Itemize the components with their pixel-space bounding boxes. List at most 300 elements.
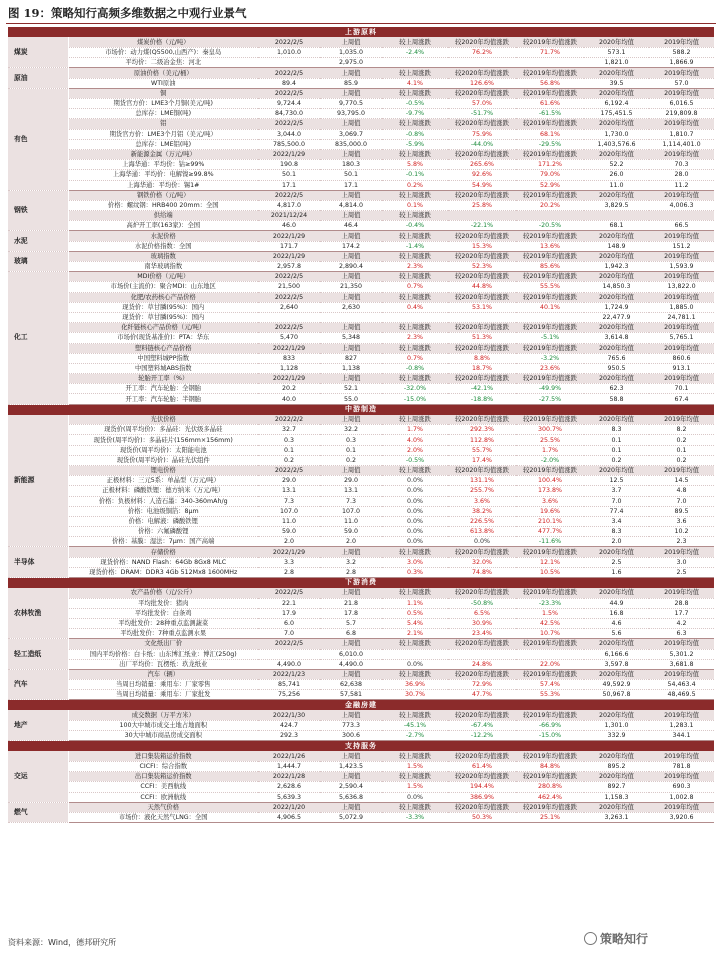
indicator-name: 新能源金属（万元/吨） xyxy=(68,149,258,159)
table-cell: 较2020年均值涨跌 xyxy=(448,149,516,159)
table-cell xyxy=(382,649,448,659)
table-cell: 2,630 xyxy=(320,302,382,312)
table-cell: 2.0 xyxy=(320,537,382,547)
indicator-name: 进口集装箱运价指数 xyxy=(68,751,258,761)
table-cell: 0.2 xyxy=(649,455,714,465)
table-cell: -49.9% xyxy=(516,384,584,394)
table-cell: 53.1% xyxy=(448,302,516,312)
table-cell: 2019年均值 xyxy=(649,751,714,761)
table-cell: 2022/1/20 xyxy=(258,802,320,812)
table-cell: 7.3 xyxy=(320,496,382,506)
indicator-name: 化纤链核心产品价格（元/吨） xyxy=(68,323,258,333)
table-cell: 较上周涨跌 xyxy=(382,190,448,200)
indicator-name: 价格：六氟磷酸锂 xyxy=(68,527,258,537)
indicator-name: 市场价：液化天然气LNG：全国 xyxy=(68,812,258,822)
table-cell: 较上周涨跌 xyxy=(382,415,448,425)
table-cell: 3,681.8 xyxy=(649,659,714,669)
table-cell: 67.4 xyxy=(649,394,714,404)
table-cell: 0.4% xyxy=(382,302,448,312)
table-cell: 较2019年均值涨跌 xyxy=(516,751,584,761)
table-cell: 2019年均值 xyxy=(649,772,714,782)
table-cell: 2022/2/5 xyxy=(258,37,320,47)
table-cell: 2020年均值 xyxy=(584,374,649,384)
table-cell: 较2020年均值涨跌 xyxy=(448,802,516,812)
table-cell: 2019年均值 xyxy=(649,251,714,261)
indicator-name: 出口集装箱运价指数 xyxy=(68,772,258,782)
table-row xyxy=(8,312,714,322)
table-cell: 上周值 xyxy=(320,669,382,679)
table-cell: 49,592.9 xyxy=(584,680,649,690)
table-cell: 6,166.6 xyxy=(584,649,649,659)
table-cell: 2.3% xyxy=(382,333,448,343)
table-cell: 2.3% xyxy=(382,262,448,272)
indicator-name: 原油价格（美元/桶） xyxy=(68,68,258,78)
indicator-name: 玻璃指数 xyxy=(68,251,258,261)
indicator-name: CCFI：欧洲航线 xyxy=(68,792,258,802)
table-cell: 2020年均值 xyxy=(584,251,649,261)
indicator-name: 现货价(周平均价)：太阳能电池 xyxy=(68,445,258,455)
table-row xyxy=(8,557,714,567)
table-row xyxy=(8,221,714,231)
table-cell: 较2020年均值涨跌 xyxy=(448,465,516,475)
table-cell: 较上周涨跌 xyxy=(382,88,448,98)
table-cell: 55.7% xyxy=(448,445,516,455)
table-cell: 2.0 xyxy=(258,537,320,547)
indicator-name: 开工率：汽车轮胎：半钢胎 xyxy=(68,394,258,404)
indicator-name: 水泥价格 xyxy=(68,231,258,241)
table-cell: 1,821.0 xyxy=(584,58,649,68)
table-cell: -67.4% xyxy=(448,721,516,731)
table-cell: -5.9% xyxy=(382,139,448,149)
table-cell: 76.2% xyxy=(448,48,516,58)
sub-header-row xyxy=(8,343,714,353)
indicator-name: 期货官方价：LME3个月铜(美元/吨) xyxy=(68,99,258,109)
section-header xyxy=(8,700,714,710)
table-cell: 2019年均值 xyxy=(649,190,714,200)
table-cell: 2019年均值 xyxy=(649,639,714,649)
table-cell: 50,967.8 xyxy=(584,690,649,700)
table-cell xyxy=(516,211,584,221)
indicator-name: 价格：负极材料：人造石墨：340-360mAh/g xyxy=(68,496,258,506)
table-cell: 75,256 xyxy=(258,690,320,700)
indicator-name: 天然气价格 xyxy=(68,802,258,812)
table-cell: 较2020年均值涨跌 xyxy=(448,669,516,679)
industry-table-wrapper xyxy=(8,27,714,823)
table-cell: 219,809.8 xyxy=(649,109,714,119)
table-cell: 107.0 xyxy=(258,506,320,516)
table-cell: 332.9 xyxy=(584,731,649,741)
table-cell: 2020年均值 xyxy=(584,588,649,598)
table-cell: 较上周涨跌 xyxy=(382,751,448,761)
industry-table-body xyxy=(8,27,714,823)
table-cell xyxy=(258,58,320,68)
table-cell: 2020年均值 xyxy=(584,231,649,241)
table-cell: 上周值 xyxy=(320,374,382,384)
table-cell: 20.2% xyxy=(516,200,584,210)
table-cell: 较2019年均值涨跌 xyxy=(516,190,584,200)
table-cell: 3.0% xyxy=(382,557,448,567)
table-cell: 1.5% xyxy=(382,762,448,772)
indicator-name: 煤炭价格（元/吨） xyxy=(68,37,258,47)
table-cell: 50.1 xyxy=(320,170,382,180)
table-cell: 424.7 xyxy=(258,721,320,731)
table-cell: 2.0% xyxy=(382,445,448,455)
table-cell: 827 xyxy=(320,353,382,363)
table-cell: 较上周涨跌 xyxy=(382,772,448,782)
table-cell: 3.4 xyxy=(584,516,649,526)
table-cell: 较2019年均值涨跌 xyxy=(516,272,584,282)
table-cell: 85.6% xyxy=(516,262,584,272)
table-cell: 171.7 xyxy=(258,241,320,251)
table-cell: 1,158.3 xyxy=(584,792,649,802)
indicator-name: 光伏价格 xyxy=(68,415,258,425)
table-cell: 0.7% xyxy=(382,353,448,363)
table-cell: 19.6% xyxy=(516,506,584,516)
table-cell: 3,044.0 xyxy=(258,129,320,139)
indicator-name: 平均价：二级冶金焦：河北 xyxy=(68,58,258,68)
table-cell: 68.1 xyxy=(584,221,649,231)
table-cell: 180.3 xyxy=(320,160,382,170)
section-title: 金融房建 xyxy=(8,700,714,710)
table-cell: 较上周涨跌 xyxy=(382,251,448,261)
table-cell: 2021/12/24 xyxy=(258,211,320,221)
indicator-name: 价格：基膜：湿法：7μm：国产高端 xyxy=(68,537,258,547)
table-cell xyxy=(448,58,516,68)
table-cell: 2,590.4 xyxy=(320,782,382,792)
table-row xyxy=(8,445,714,455)
table-cell: 4,490.0 xyxy=(320,659,382,669)
table-cell: 72.9% xyxy=(448,680,516,690)
indicator-name: 高炉开工率(163家)：全国 xyxy=(68,221,258,231)
table-cell: 2022/2/5 xyxy=(258,190,320,200)
indicator-name: 锂电价格 xyxy=(68,465,258,475)
table-cell: 2020年均值 xyxy=(584,37,649,47)
table-cell: 0.3% xyxy=(382,567,448,577)
table-row xyxy=(8,363,714,373)
table-cell: 2.1% xyxy=(382,629,448,639)
table-cell: 14,850.3 xyxy=(584,282,649,292)
table-cell: 7.0 xyxy=(584,496,649,506)
industry-group-label: 原油 xyxy=(8,68,68,88)
table-cell: 18.7% xyxy=(448,363,516,373)
table-cell: 2020年均值 xyxy=(584,272,649,282)
table-cell: 47.7% xyxy=(448,690,516,700)
indicator-name: 塑料链核心产品价格 xyxy=(68,343,258,353)
table-cell: 1,730.0 xyxy=(584,129,649,139)
table-cell: 5,639.3 xyxy=(258,792,320,802)
table-row xyxy=(8,496,714,506)
table-cell: -5.1% xyxy=(516,333,584,343)
table-cell: 2.0 xyxy=(584,537,649,547)
table-cell: 较2019年均值涨跌 xyxy=(516,465,584,475)
table-cell: -20.5% xyxy=(516,221,584,231)
table-cell: 2022/2/5 xyxy=(258,292,320,302)
table-cell: 892.7 xyxy=(584,782,649,792)
table-row xyxy=(8,659,714,669)
indicator-name: 价格：电池级铜箔：8μm xyxy=(68,506,258,516)
table-cell: 3,920.6 xyxy=(649,812,714,822)
indicator-name: CICFI：综合指数 xyxy=(68,762,258,772)
table-cell: 2022/2/5 xyxy=(258,639,320,649)
table-cell: 2019年均值 xyxy=(649,802,714,812)
table-cell: 8.3 xyxy=(584,425,649,435)
table-cell: 8.8% xyxy=(448,353,516,363)
table-cell: 3,069.7 xyxy=(320,129,382,139)
table-cell: 2,957.8 xyxy=(258,262,320,272)
table-row xyxy=(8,792,714,802)
table-cell: 较2020年均值涨跌 xyxy=(448,272,516,282)
indicator-name: 100大中城市成交土地占地面积 xyxy=(68,721,258,731)
sub-header-row xyxy=(8,751,714,761)
table-cell: 2022/2/5 xyxy=(258,119,320,129)
table-cell: 1,138 xyxy=(320,363,382,373)
table-cell: 较2019年均值涨跌 xyxy=(516,231,584,241)
table-cell: 613.8% xyxy=(448,527,516,537)
table-cell: 上周值 xyxy=(320,323,382,333)
table-cell: 上周值 xyxy=(320,639,382,649)
table-cell: 0.0% xyxy=(382,516,448,526)
table-cell: 0.0% xyxy=(448,537,516,547)
table-cell: 255.7% xyxy=(448,486,516,496)
table-cell: 292.3% xyxy=(448,425,516,435)
table-cell: -15.0% xyxy=(382,394,448,404)
table-cell: 30.9% xyxy=(448,618,516,628)
table-cell: 1,885.0 xyxy=(649,302,714,312)
table-cell: 50.3% xyxy=(448,812,516,822)
sub-header-row xyxy=(8,231,714,241)
table-cell: 1.7% xyxy=(516,445,584,455)
section-header xyxy=(8,578,714,588)
indicator-name: 上海华通：平均价：钴≥99% xyxy=(68,160,258,170)
sub-header-row xyxy=(8,190,714,200)
table-row xyxy=(8,78,714,88)
table-cell: 84,730.0 xyxy=(258,109,320,119)
table-cell: 13.1 xyxy=(258,486,320,496)
table-cell: 0.0% xyxy=(382,506,448,516)
table-cell: 2019年均值 xyxy=(649,343,714,353)
table-cell: 1.6 xyxy=(584,567,649,577)
table-cell: -0.5% xyxy=(382,455,448,465)
table-cell: 2020年均值 xyxy=(584,343,649,353)
table-cell: 6.0 xyxy=(258,618,320,628)
table-cell: 较上周涨跌 xyxy=(382,588,448,598)
table-cell: 0.0% xyxy=(382,537,448,547)
table-cell: 较上周涨跌 xyxy=(382,37,448,47)
table-cell: 61.6% xyxy=(516,99,584,109)
industry-group-label: 半导体 xyxy=(8,547,68,578)
table-cell: 2022/2/5 xyxy=(258,323,320,333)
table-cell: 较2019年均值涨跌 xyxy=(516,374,584,384)
table-cell: 107.0 xyxy=(320,506,382,516)
table-cell: 上周值 xyxy=(320,37,382,47)
table-cell: 38.2% xyxy=(448,506,516,516)
table-cell: 950.5 xyxy=(584,363,649,373)
table-cell: 28.8 xyxy=(649,598,714,608)
table-cell: 61.4% xyxy=(448,762,516,772)
table-cell: 2022/1/29 xyxy=(258,231,320,241)
indicator-name: 现货价：草甘膦(95%)：国内 xyxy=(68,302,258,312)
table-cell: 3.6 xyxy=(649,516,714,526)
table-row xyxy=(8,129,714,139)
table-cell: 较上周涨跌 xyxy=(382,119,448,129)
table-cell: 25.5% xyxy=(516,435,584,445)
table-cell: 1,114,401.0 xyxy=(649,139,714,149)
table-cell: 较2020年均值涨跌 xyxy=(448,68,516,78)
sub-header-row xyxy=(8,37,714,47)
table-cell: 较2019年均值涨跌 xyxy=(516,37,584,47)
table-cell: 2022/1/29 xyxy=(258,343,320,353)
table-cell: 226.5% xyxy=(448,516,516,526)
table-cell: 0.1 xyxy=(320,445,382,455)
table-cell: 171.2% xyxy=(516,160,584,170)
table-cell xyxy=(448,312,516,322)
table-row xyxy=(8,690,714,700)
table-cell: 2020年均值 xyxy=(584,415,649,425)
table-cell: -2.4% xyxy=(382,48,448,58)
indicator-name: 平均批发价：28种重点监测蔬菜 xyxy=(68,618,258,628)
table-cell: 690.3 xyxy=(649,782,714,792)
table-cell: 17.1 xyxy=(320,180,382,190)
industry-group-label: 轻工造纸 xyxy=(8,639,68,670)
table-cell: 较上周涨跌 xyxy=(382,211,448,221)
table-cell: 2019年均值 xyxy=(649,149,714,159)
table-cell: 较上周涨跌 xyxy=(382,68,448,78)
table-cell: 39.5 xyxy=(584,78,649,88)
table-cell: 6,192.4 xyxy=(584,99,649,109)
table-cell: 6,010.0 xyxy=(320,649,382,659)
table-row xyxy=(8,680,714,690)
table-cell: 0.0% xyxy=(382,527,448,537)
table-cell: -3.2% xyxy=(516,353,584,363)
table-cell: 上周值 xyxy=(320,88,382,98)
table-cell: 6.8 xyxy=(320,629,382,639)
table-cell: 55.5% xyxy=(516,282,584,292)
table-cell: 9,770.5 xyxy=(320,99,382,109)
table-cell: 22.1 xyxy=(258,598,320,608)
section-title: 支持服务 xyxy=(8,741,714,751)
table-cell: 785,500.0 xyxy=(258,139,320,149)
wechat-icon xyxy=(584,932,597,945)
table-cell: 7.0 xyxy=(649,496,714,506)
table-cell xyxy=(584,211,649,221)
figure-title-bar xyxy=(6,4,716,24)
table-cell: -11.6% xyxy=(516,537,584,547)
wechat-watermark xyxy=(584,930,648,947)
table-cell: 77.4 xyxy=(584,506,649,516)
table-cell: 4,817.0 xyxy=(258,200,320,210)
indicator-name: 平均批发价：猪肉 xyxy=(68,598,258,608)
table-cell: 较2020年均值涨跌 xyxy=(448,374,516,384)
sub-header-row xyxy=(8,415,714,425)
table-cell: 上周值 xyxy=(320,231,382,241)
table-cell: 2,975.0 xyxy=(320,58,382,68)
table-cell: -42.1% xyxy=(448,384,516,394)
indicator-name: 汽车（辆） xyxy=(68,669,258,679)
table-cell: -2.0% xyxy=(516,455,584,465)
table-cell: 较2020年均值涨跌 xyxy=(448,639,516,649)
table-cell: 300.7% xyxy=(516,425,584,435)
table-cell: 8.3 xyxy=(584,527,649,537)
indicator-name: 上海华通：平均价：电解镍≥99.8% xyxy=(68,170,258,180)
sub-header-row xyxy=(8,68,714,78)
table-cell: 477.7% xyxy=(516,527,584,537)
figure-title: 图 19：策略知行高频多维数据之中观行业景气 xyxy=(8,6,247,20)
indicator-name: 市场价(主流价)：聚合MDI：山东地区 xyxy=(68,282,258,292)
table-cell: 16.8 xyxy=(584,608,649,618)
indicator-name: 当周日均销量：乘用车：厂家零售 xyxy=(68,680,258,690)
table-cell: 151.2 xyxy=(649,241,714,251)
table-cell: 23.6% xyxy=(516,363,584,373)
indicator-name: 正极材料：磷酸铁锂：德方纳米（万元/吨） xyxy=(68,486,258,496)
table-cell: 5.6 xyxy=(584,629,649,639)
table-cell: -45.1% xyxy=(382,721,448,731)
sub-header-row xyxy=(8,292,714,302)
table-cell: 1,866.9 xyxy=(649,58,714,68)
table-cell: 48,469.5 xyxy=(649,690,714,700)
table-cell: 上周值 xyxy=(320,802,382,812)
table-cell: 1,403,576.6 xyxy=(584,139,649,149)
table-cell: 0.2 xyxy=(584,455,649,465)
industry-group-label: 钢铁 xyxy=(8,190,68,231)
table-cell: 56.8% xyxy=(516,78,584,88)
table-cell: 11.0 xyxy=(584,180,649,190)
table-cell: 较2020年均值涨跌 xyxy=(448,37,516,47)
table-cell: 11.0 xyxy=(258,516,320,526)
table-cell: 较2020年均值涨跌 xyxy=(448,88,516,98)
table-cell: 2022/1/23 xyxy=(258,669,320,679)
table-cell: 62.3 xyxy=(584,384,649,394)
table-cell: 较上周涨跌 xyxy=(382,710,448,720)
indicator-name: 文化纸出厂价 xyxy=(68,639,258,649)
table-cell: 0.2% xyxy=(382,180,448,190)
table-cell: 2020年均值 xyxy=(584,465,649,475)
indicator-name: 现货价(周平均价)：多晶硅：光伏级多晶硅 xyxy=(68,425,258,435)
table-cell: 92.6% xyxy=(448,170,516,180)
table-cell: 4.0% xyxy=(382,435,448,445)
table-cell: 4,490.0 xyxy=(258,659,320,669)
table-cell: 2020年均值 xyxy=(584,547,649,557)
table-cell: 2020年均值 xyxy=(584,802,649,812)
table-cell: 2022/2/5 xyxy=(258,272,320,282)
table-cell: 21.8 xyxy=(320,598,382,608)
table-cell: -3.3% xyxy=(382,812,448,822)
table-cell xyxy=(516,312,584,322)
industry-group-label: 玻璃 xyxy=(8,251,68,271)
table-cell: 25.8% xyxy=(448,200,516,210)
table-cell: 10.7% xyxy=(516,629,584,639)
table-cell: 40.1% xyxy=(516,302,584,312)
table-cell: 13.6% xyxy=(516,241,584,251)
table-cell: 2020年均值 xyxy=(584,119,649,129)
table-cell: 17.8 xyxy=(320,608,382,618)
table-cell: 上周值 xyxy=(320,588,382,598)
table-cell: 71.7% xyxy=(516,48,584,58)
indicator-name: 现货价：草甘膦(95%)：国内 xyxy=(68,312,258,322)
table-row xyxy=(8,608,714,618)
table-cell: 174.2 xyxy=(320,241,382,251)
sub-header-row xyxy=(8,272,714,282)
table-cell: 44.9 xyxy=(584,598,649,608)
industry-group-label: 新能源 xyxy=(8,415,68,547)
table-cell: 2020年均值 xyxy=(584,639,649,649)
table-cell: 57.0% xyxy=(448,99,516,109)
table-row xyxy=(8,527,714,537)
table-cell: 4,906.5 xyxy=(258,812,320,822)
table-row xyxy=(8,282,714,292)
table-cell: 2020年均值 xyxy=(584,323,649,333)
table-cell: 22.0% xyxy=(516,659,584,669)
table-cell: 2019年均值 xyxy=(649,323,714,333)
